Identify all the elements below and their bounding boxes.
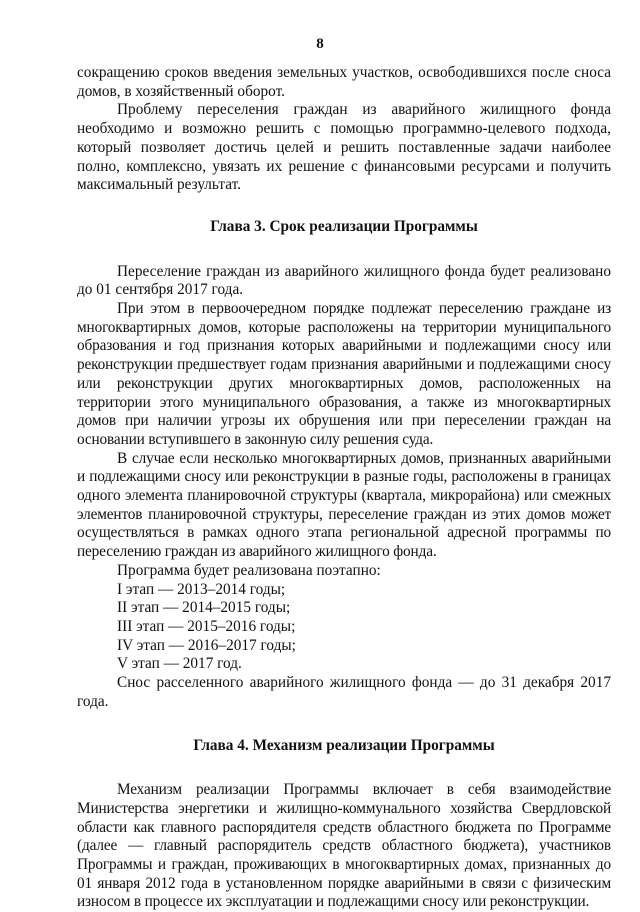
document-body bbox=[77, 64, 611, 912]
stage-item: IV этап — 2016–2017 годы; bbox=[117, 636, 296, 654]
chapter-3-heading: Глава 3. Срок реализации Программы bbox=[210, 217, 478, 235]
stages-list bbox=[77, 581, 611, 675]
intro-paragraph-continuation: сокращению сроков введения земельных участков, освободившихся после сноса домов, в хозяйственный оборот. bbox=[77, 64, 611, 100]
intro-paragraph-problem: Проблему переселения граждан из аварийного жилищного фонда необходимо и возможно решить с помощью программно-целевого подхода, который позволяет достичь целей и решить поставленные задачи наиболее полно, комплексно, увязать их решение с финансовыми ресурсами и получить максимальный результат. bbox=[77, 101, 611, 194]
chapter-4-heading: Глава 4. Механизм реализации Программы bbox=[193, 736, 495, 754]
stage-item: V этап — 2017 год. bbox=[117, 655, 242, 673]
stage-item: I этап — 2013–2014 годы; bbox=[117, 580, 286, 598]
stage-item: III этап — 2015–2016 годы; bbox=[117, 617, 296, 635]
chapter-3-paragraph-multiple-houses: В случае если несколько многоквартирных домов, признанных аварийными и подлежащими сносу или реконструкции в разные годы, расположены в границах одного элемента планировочной структуры (квартала, микрорайона) или смежных элементов планировочной структуры, переселение граждан из этих домов может осуществляться в рамках одного этапа региональной адресной программы по переселению граждан из аварийного жилищного фонда. bbox=[77, 449, 611, 561]
page-number: 8 bbox=[316, 36, 324, 52]
chapter-4-paragraph-mechanism: Механизм реализации Программы включает в себя взаимодействие Министерства энергетики и жилищно-коммунального хозяйства Свердловской области как главного распорядителя средств областного бюджета по Программе (далее — главный распорядитель средств областного бюджета), участников Программы и граждан, проживающих в многоквартирных домах, признанных до 01 января 2012 года в установленном порядке аварийными в связи с физическим износом в процессе их эксплуатации и подлежащими сносу или реконструкции. bbox=[77, 781, 611, 911]
chapter-3-paragraph-deadline: Переселение граждан из аварийного жилищного фонда будет реализовано до 01 сентября 2017 года. bbox=[77, 262, 611, 299]
chapter-3-paragraph-priority: При этом в первоочередном порядке подлежат переселению граждане из многоквартирных домов, которые расположены на территории муниципального образования и год признания которых аварийными и подлежащими сносу или реконструкции предшествует годам признания аварийными и подлежащими сносу или реконструкции других многоквартирных домов, расположенных на территории этого муниципального образования, а также из многоквартирных домов при наличии угрозы их обрушения или при переселении граждан на основании вступившего в законную силу решения суда. bbox=[77, 300, 611, 448]
chapter-3-paragraph-demolition: Снос расселенного аварийного жилищного фонда — до 31 декабря 2017 года. bbox=[77, 674, 611, 710]
stage-item: II этап — 2014–2015 годы; bbox=[117, 599, 291, 617]
chapter-3-paragraph-stages-intro: Программа будет реализована поэтапно: bbox=[117, 561, 381, 579]
